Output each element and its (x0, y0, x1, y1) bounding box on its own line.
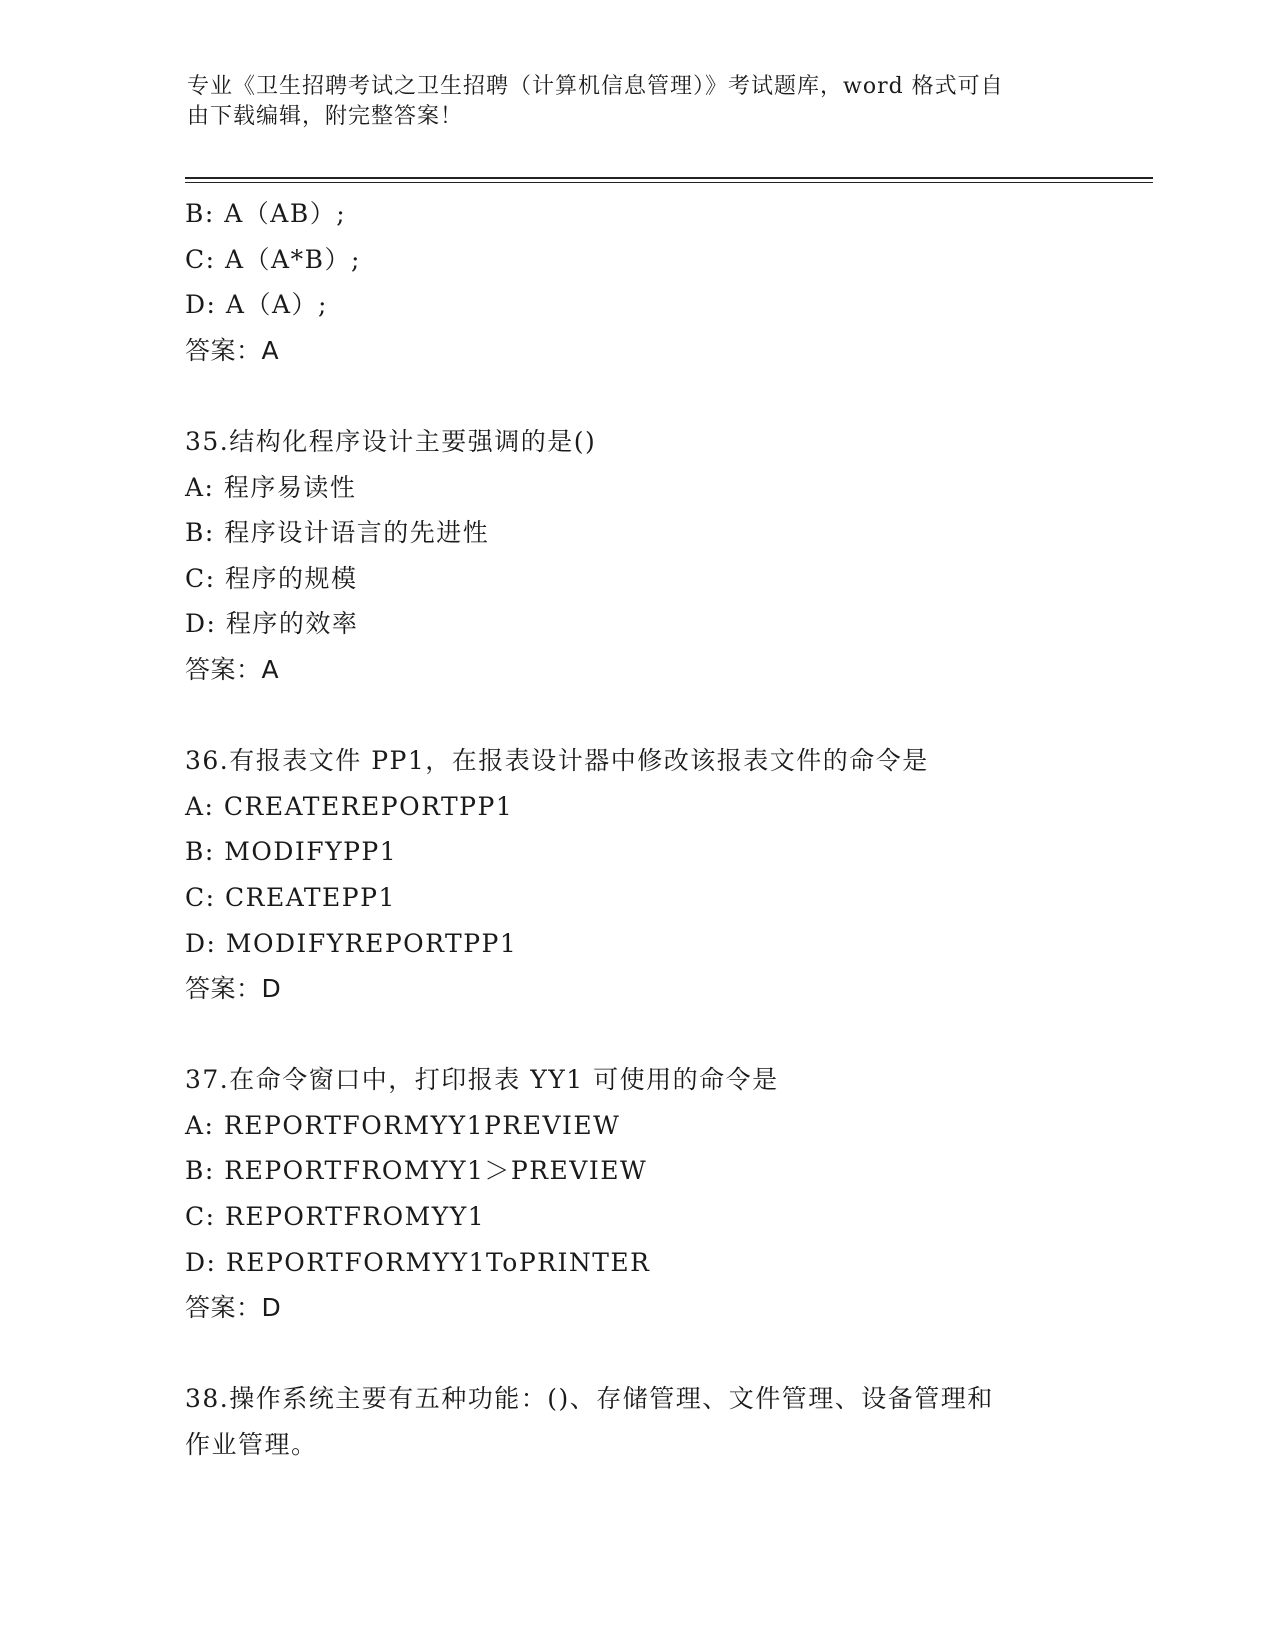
option-b: B: 程序设计语言的先进性 (185, 518, 490, 548)
option-b: B: REPORTFROMYY1＞PREVIEW (185, 1156, 648, 1186)
answer: 答案：D (185, 1293, 282, 1323)
answer: 答案：D (185, 974, 282, 1004)
header-line-1: 专业《卫生招聘考试之卫生招聘（计算机信息管理）》考试题库，word 格式可自 (187, 74, 1004, 99)
option-b: B: A（AB）; (185, 199, 347, 228)
header-line-2: 由下载编辑，附完整答案！ (187, 104, 464, 129)
question-36 (185, 738, 1085, 1012)
question-stem-line-2: 作业管理。 (185, 1430, 318, 1460)
option-c: C: REPORTFROMYY1 (185, 1202, 486, 1232)
answer: 答案：A (185, 335, 280, 365)
option-a: A: 程序易读性 (185, 472, 357, 502)
option-a: A: CREATEREPORTPP1 (185, 791, 514, 821)
option-d: D: A（A）; (185, 290, 328, 320)
question-stem: 36.有报表文件 PP1，在报表设计器中修改该报表文件的命令是 (185, 746, 929, 776)
answer: 答案：A (185, 654, 280, 684)
question-list (185, 191, 1085, 1468)
option-d: D: REPORTFORMYY1ToPRINTER (185, 1247, 651, 1277)
question-38 (185, 1376, 1085, 1467)
header-divider-thick (185, 177, 1153, 179)
option-d: D: 程序的效率 (185, 609, 359, 639)
header-divider-thin (185, 182, 1153, 183)
question-stem: 37.在命令窗口中，打印报表 YY1 可使用的命令是 (185, 1065, 779, 1095)
question-stem-line-1: 38.操作系统主要有五种功能：()、存储管理、文件管理、设备管理和 (185, 1384, 994, 1414)
question-34-continued (185, 191, 1085, 373)
option-c: C: 程序的规模 (185, 563, 358, 593)
option-a: A: REPORTFORMYY1PREVIEW (185, 1110, 621, 1140)
question-37 (185, 1057, 1085, 1331)
document-header (187, 72, 1067, 132)
option-b: B: MODIFYPP1 (185, 837, 398, 867)
question-35 (185, 419, 1085, 693)
option-c: C: CREATEPP1 (185, 882, 396, 912)
option-c: C: A（A*B）; (185, 244, 361, 274)
question-stem: 35.结构化程序设计主要强调的是() (185, 426, 597, 456)
option-d: D: MODIFYREPORTPP1 (185, 928, 518, 958)
